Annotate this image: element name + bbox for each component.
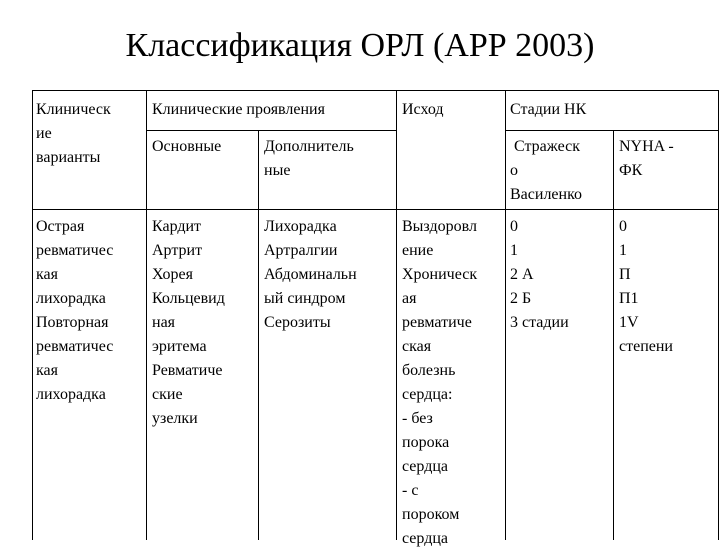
cell-clinical-variants: Острая ревматичес кая лихорадка Повторная ревматичес кая лихорадка bbox=[36, 218, 114, 403]
table-column-divider bbox=[396, 90, 397, 540]
table-column-divider bbox=[258, 130, 259, 540]
table-header-bottom bbox=[32, 209, 719, 210]
table-column-divider bbox=[505, 90, 506, 540]
table-column-divider bbox=[146, 90, 147, 540]
table-column-divider bbox=[613, 130, 614, 540]
table-border-top bbox=[32, 90, 719, 91]
header-strazhesko-vasilenko: Стражеск о Василенко bbox=[510, 138, 583, 203]
slide-title: Классификация ОРЛ (АРР 2003) bbox=[125, 27, 595, 64]
cell-main-manifestations: Кардит Артрит Хорея Кольцевид ная эритема Ревматиче ские узелки bbox=[152, 218, 225, 427]
header-outcome: Исход bbox=[402, 101, 444, 118]
cell-outcome: Выздоровл ение Хроническ ая ревматиче ская болезнь сердца: - без порока сердца - с пороком сердца bbox=[402, 218, 478, 547]
table-border-right bbox=[718, 90, 719, 540]
header-additional: Дополнитель ные bbox=[264, 138, 354, 179]
header-nyha: NYHA - ФК bbox=[619, 138, 674, 179]
table-border-left bbox=[32, 90, 33, 540]
cell-additional-manifestations: Лихорадка Артралгии Абдоминальн ый синдром Серозиты bbox=[264, 218, 357, 331]
header-clinical-variants: Клиническ ие варианты bbox=[36, 101, 111, 166]
header-main: Основные bbox=[152, 138, 222, 155]
header-hf-stages: Стадии НК bbox=[510, 101, 587, 118]
table-header-divider bbox=[505, 130, 719, 131]
header-clinical-manifestations: Клинические проявления bbox=[152, 101, 325, 118]
cell-nyha-classes: 0 1 П П1 1V степени bbox=[619, 218, 673, 355]
table-header-divider bbox=[146, 130, 396, 131]
cell-strazhesko-stages: 0 1 2 А 2 Б 3 стадии bbox=[510, 218, 569, 331]
